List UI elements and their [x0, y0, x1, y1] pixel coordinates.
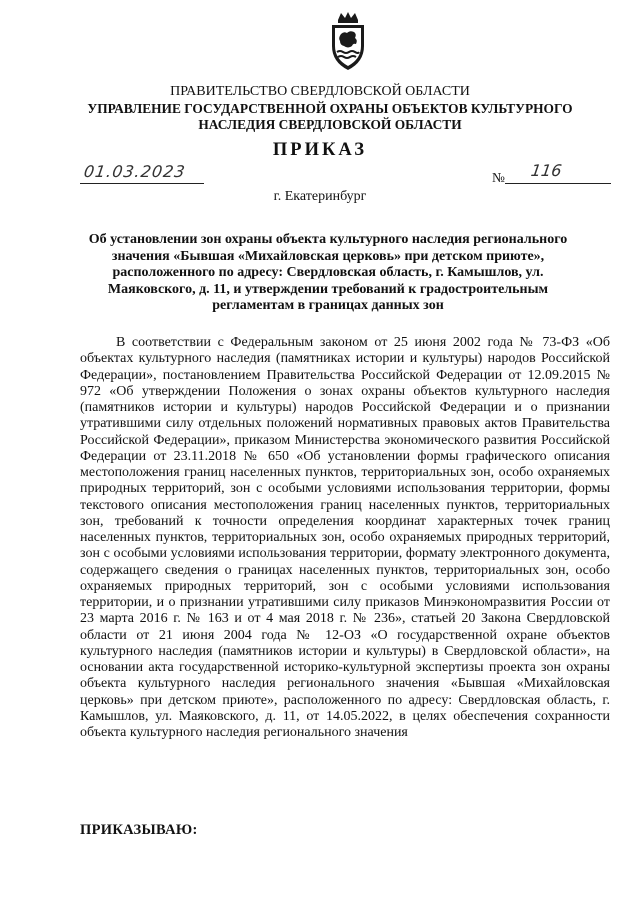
- number-label: №: [492, 170, 505, 185]
- document-subject: Об установлении зон охраны объекта культурного наследия регионального значения «Бывшая «Михайловская церковь» при детском приюте», расположенного по адресу: Свердловская область, г. Камышлов, ул. Маяковского, д. 11, и утверждении требований к градостроительным регламентам в границах данных зон: [88, 232, 568, 314]
- coat-of-arms-icon: [326, 10, 370, 72]
- number-handwritten: 116: [529, 161, 563, 180]
- city-name: г. Екатеринбург: [273, 189, 367, 204]
- document-type-title: ПРИКАЗ: [272, 140, 368, 160]
- date-handwritten: 01.03.2023: [82, 162, 187, 181]
- government-name: ПРАВИТЕЛЬСТВО СВЕРДЛОВСКОЙ ОБЛАСТИ: [170, 84, 470, 99]
- number-field: [505, 163, 611, 184]
- department-name: УПРАВЛЕНИЕ ГОСУДАРСТВЕННОЙ ОХРАНЫ ОБЪЕКТОВ КУЛЬТУРНОГО НАСЛЕДИЯ СВЕРДЛОВСКОЙ ОБЛАСТИ: [87, 101, 573, 132]
- body-paragraph: В соответствии с Федеральным законом от 25 июня 2002 года № 73-ФЗ «Об объектах культурного наследия (памятниках истории и культуры) народов Российской Федерации», постановлением Правительства Российской Федерации от 12.09.2015 № 972 «Об утверждении Положения о зонах охраны объектов культурного наследия (памятников истории и культуры) народов Российской Федерации и о признании утратившими силу отдельных положений нормативных правовых актов Правительства Российской Федерации», приказом Министерства экономического развития Российской Федерации от 23.11.2018 № 650 «Об установлении формы графического описания местоположения границ населенных пунктов, территориальных зон, особо охраняемых природных территорий, зон с особыми условиями использования территории, формы текстового описания местоположения границ населенных пунктов, территориальных зон, требований к точности определения координат характерных точек границ населенных пунктов, территориальных зон, особо охраняемых природных территорий, зон с особыми условиями использования территории, формату электронного документа, содержащего сведения о границах населенных пунктов, территориальных зон, особо охраняемых природных территорий, зон с особыми условиями использования территории, и о признании утратившими силу приказов Минэкономразвития России от 23 марта 2016 г. № 163 и от 4 мая 2018 г. № 236», статьей 20 Закона Свердловской области от 21 июня 2004 года № 12-ОЗ «О государственной охране объектов культурного наследия (памятников истории и культуры) в Свердловской области», на основании акта государственной историко-культурной экспертизы проекта зон охраны объекта культурного наследия регионального значения «Бывшая «Михайловская церковь» при детском приюте», расположенного по адресу: Свердловская область, г. Камышлов, ул. Маяковского, д. 11, от 14.05.2022, в целях обеспечения сохранности объекта культурного наследия регионального значения: [80, 335, 610, 740]
- date-field: [80, 163, 204, 184]
- ordering-word: ПРИКАЗЫВАЮ:: [80, 822, 198, 838]
